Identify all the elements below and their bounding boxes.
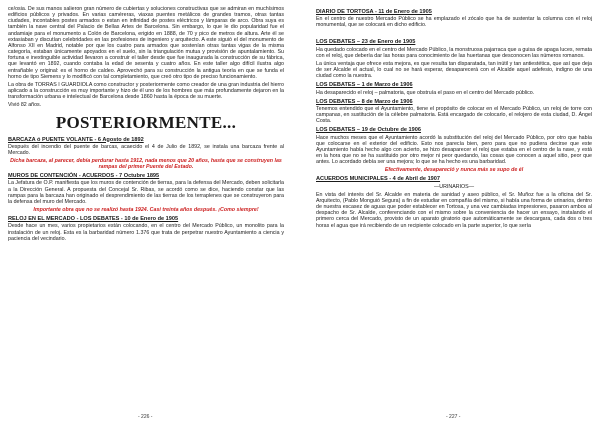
barcaza-text: Después del incendio del puente de barcas, acaecido el 4 de Julio de 1892, se instala una barcaza frente al Mercado. bbox=[8, 143, 284, 156]
debates-oct-1906-note: Efectivamente, desapareció y nunca más se supo de él bbox=[384, 167, 524, 174]
heading-barcaza: BARCAZA ó PUENTE VOLANTE - 6 Agosto de 1892 bbox=[8, 136, 144, 143]
heading-muros: MUROS DE CONTENCIÓN - ACUERDOS - 7 Octubre 1895 bbox=[8, 173, 160, 180]
heading-reloj: RELOJ EN EL MERCADO - LOS DEBATES - 10 de Enero de 1905 bbox=[8, 216, 179, 223]
heading-diario-1905: DIARIO DE TORTOSA - 11 de Enero de 1905 bbox=[316, 9, 432, 15]
muros-text: La Jefatura de O.P. manifiesta que los muros de contención de tierras, para la defensa del Mercado, deben solicitarla a la Dirección General. A propuesta del Concejal Sr. Ribas, se acordó como se dice, haciendo constar que las rampas para la barcaza han originado el desprendimiento de las tierras de los terraplenes que se construyeron para la defensa del muro del Mercado. bbox=[8, 180, 284, 205]
intro-paragraph-2: La obra de TORRAS I GUARDIOLA como constructor y posteriormente como creador de una gran industria del hierro aplicado a la construcción es muy importante y hizo de él uno de los hombres que más profundamente dejaron en la transformación urbana e intelectual de Barcelona desde 1860 hasta la época de su muerte. bbox=[8, 81, 284, 101]
urinarios-subheading: —URINARIOS— bbox=[433, 183, 475, 190]
muros-note: Importante obra que no se realizó hasta 1924. Casi treinta años después. ¡Como siempre! bbox=[33, 207, 259, 214]
debates-oct-1906-text: Hace muchos meses que el Ayuntamiento acordó la substitución del reloj del Mercado Público, por otro que había que colocarse en el exterior del edificio. Esto nos parecía bien, pero para que no pudiera decirse que este Ayuntamiento había hecho algo con acierto, se hizo desaparecer el reloj que estaba en el centro de la nave, y está en la hora que no se ha sustituido por otro mejor ni peor quedando, las cosas que conocen a aquel sitio, peor que antes. Lo acordado debía ser una mejora; lo que se ha hecho es una barbaridad. bbox=[316, 134, 592, 166]
left-page-column bbox=[8, 6, 284, 244]
heading-debates-mar8-1906: LOS DEBATES – 8 de Marzo de 1906 bbox=[316, 98, 413, 105]
intro-paragraph-3: Vivió 82 años. bbox=[8, 102, 42, 109]
debates-mar8-1906-text: Tenemos entendido que el Ayuntamiento, tiene el propósito de colocar en el Mercado Público, un reloj de torre con campanas, en sustitución de la célebre palmatoria. Está encargado de colocarlo, el relojero de esta ciudad, D. Ángel Costa. bbox=[316, 105, 592, 125]
right-page-column bbox=[316, 6, 592, 231]
page-number-left: - 226 - bbox=[138, 414, 153, 420]
barcaza-note: Dicha barcaza, al parecer, debía perdurar hasta 1912, nada menos que 20 años, hasta que se construyen las rampas del primer Puente del Estado. bbox=[10, 157, 282, 171]
page-number-right: - 227 - bbox=[446, 414, 461, 420]
heading-acuerdos-1907: ACUERDOS MUNICIPALES - 4 de Abril de 1907 bbox=[316, 176, 441, 183]
heading-debates-jan-1905: LOS DEBATES – 23 de Enero de 1905 bbox=[316, 39, 416, 46]
debates-jan-1905-text: Ha quedado colocado en el centro del Mercado Público, la monstruosa pajarraca que a guisa de apaga luces, remata con el reloj, que debería dar las horas para conocimiento de las huertanas que desconocen las números romanos. bbox=[316, 46, 592, 59]
reloj-text: Desde hace un mes, varios propietarios están colocando, en el centro del Mercado Público, un monolito para la instalación de un reloj. Esta es la barbaridad número 1.376 que trata de perpetrar nuestro Ayuntamiento a ciencia y paciencia del vecindario. bbox=[8, 223, 284, 242]
diario-1905-text: En el centro de nuestro Mercado Público se ha emplazado el zócalo que ha de sustentar la columna con el reloj monumental, que se colocará en dicho edificio. bbox=[316, 16, 592, 29]
intro-paragraph: ce/osia. De sus manos salieron gran número de cubiertas y soluciones constructivas que se admiran en muchísimos edificios públicos y privados. En varias caméreras, viaxas puentes metálicos de grandes tramos, otras tantas ciudades, incontables postes armados o estan en infinidad de postes eléctricos y lámparas de arco. Obra suya es también la nave central del Palacio de Bellas Artes de Barcelona. Sin embargo, lo que le dio popularidad fue el andamiaje para el monumento a Colón de Barcelona, erigido en 1888, de 70 y pico de metros de altura. Arte él se extasiaban y discutían celebridades en las profesiones de ingeniero y arquitecto. A este siguió el del monumento de Alfonso XII en Madrid, notable por que los cuatro para armados que sostenían otras tantas vigas de la misma categoría, estaban únicamente apoyados en el suelo, sin la triangulación mutua y provisión de apuntalamiento. Su fortuna e inextinguible actividad llevaron a construir el taller desde que fue inaugurada la construcción de su fábrica, que levantó en 1892, cuando contaba la edad de sesenta y cuatro años. En este taller algo difícil ilustra algo entrañable y original: es el horno de caldeo. Aprovechó para su construcción la antigua teoría en que se funda el horno de tipo Siemens y lo modificó con tal completamiento, que creó otro tipo de preciso funcionamiento. bbox=[8, 6, 284, 80]
debates-jan-1905-text-2: La única ventaja que ofrece esta mejora, es que resulta tan disparatada, tan inútil y tan antiestética, que así que deja de ser Alcalde el actual, lo cual no se hará esperar, desaparecerá con el Alcalde aquel adefesio, indigno de una ciudad como la nuestra. bbox=[316, 60, 592, 80]
section-title: POSTERIORMENTE... bbox=[55, 112, 237, 132]
acuerdos-1907-text: En vista del interés del Sr. Alcalde en materia de sanidad y aseo público, el Sr. Muñoz fue a la oficina del Sr. Arquitecto, (Pablo Monguió Segura) a fin de estudiar en compañía del mismo, si había una forma de urinarios, dentro de nuestra escasez de aguas que poder establecer en Tortosa, y una vez cambiadas impresiones, pasaron ambos al despacho de Sr. Alcalde, conferenciando con el mismo sobre la conveniencia de hacer un ensayo, instalando el primero cerca del Mercado, provisto de un aparato giratorio que automáticamente se descargara, cada dos o tres horas el agua que irá recibiendo de un recipiente colocado en la parte superior, lo que sería bbox=[316, 191, 592, 229]
debates-mar1-1906-text: Ha desaparecido el reloj – palmatoria, que obstruía el paso en el centro del Mercado público. bbox=[316, 89, 535, 96]
heading-debates-mar1-1906: LOS DEBATES – 1 de Marzo de 1906 bbox=[316, 82, 413, 89]
heading-debates-oct-1906: LOS DEBATES – 19 de Octubre de 1906 bbox=[316, 127, 421, 134]
